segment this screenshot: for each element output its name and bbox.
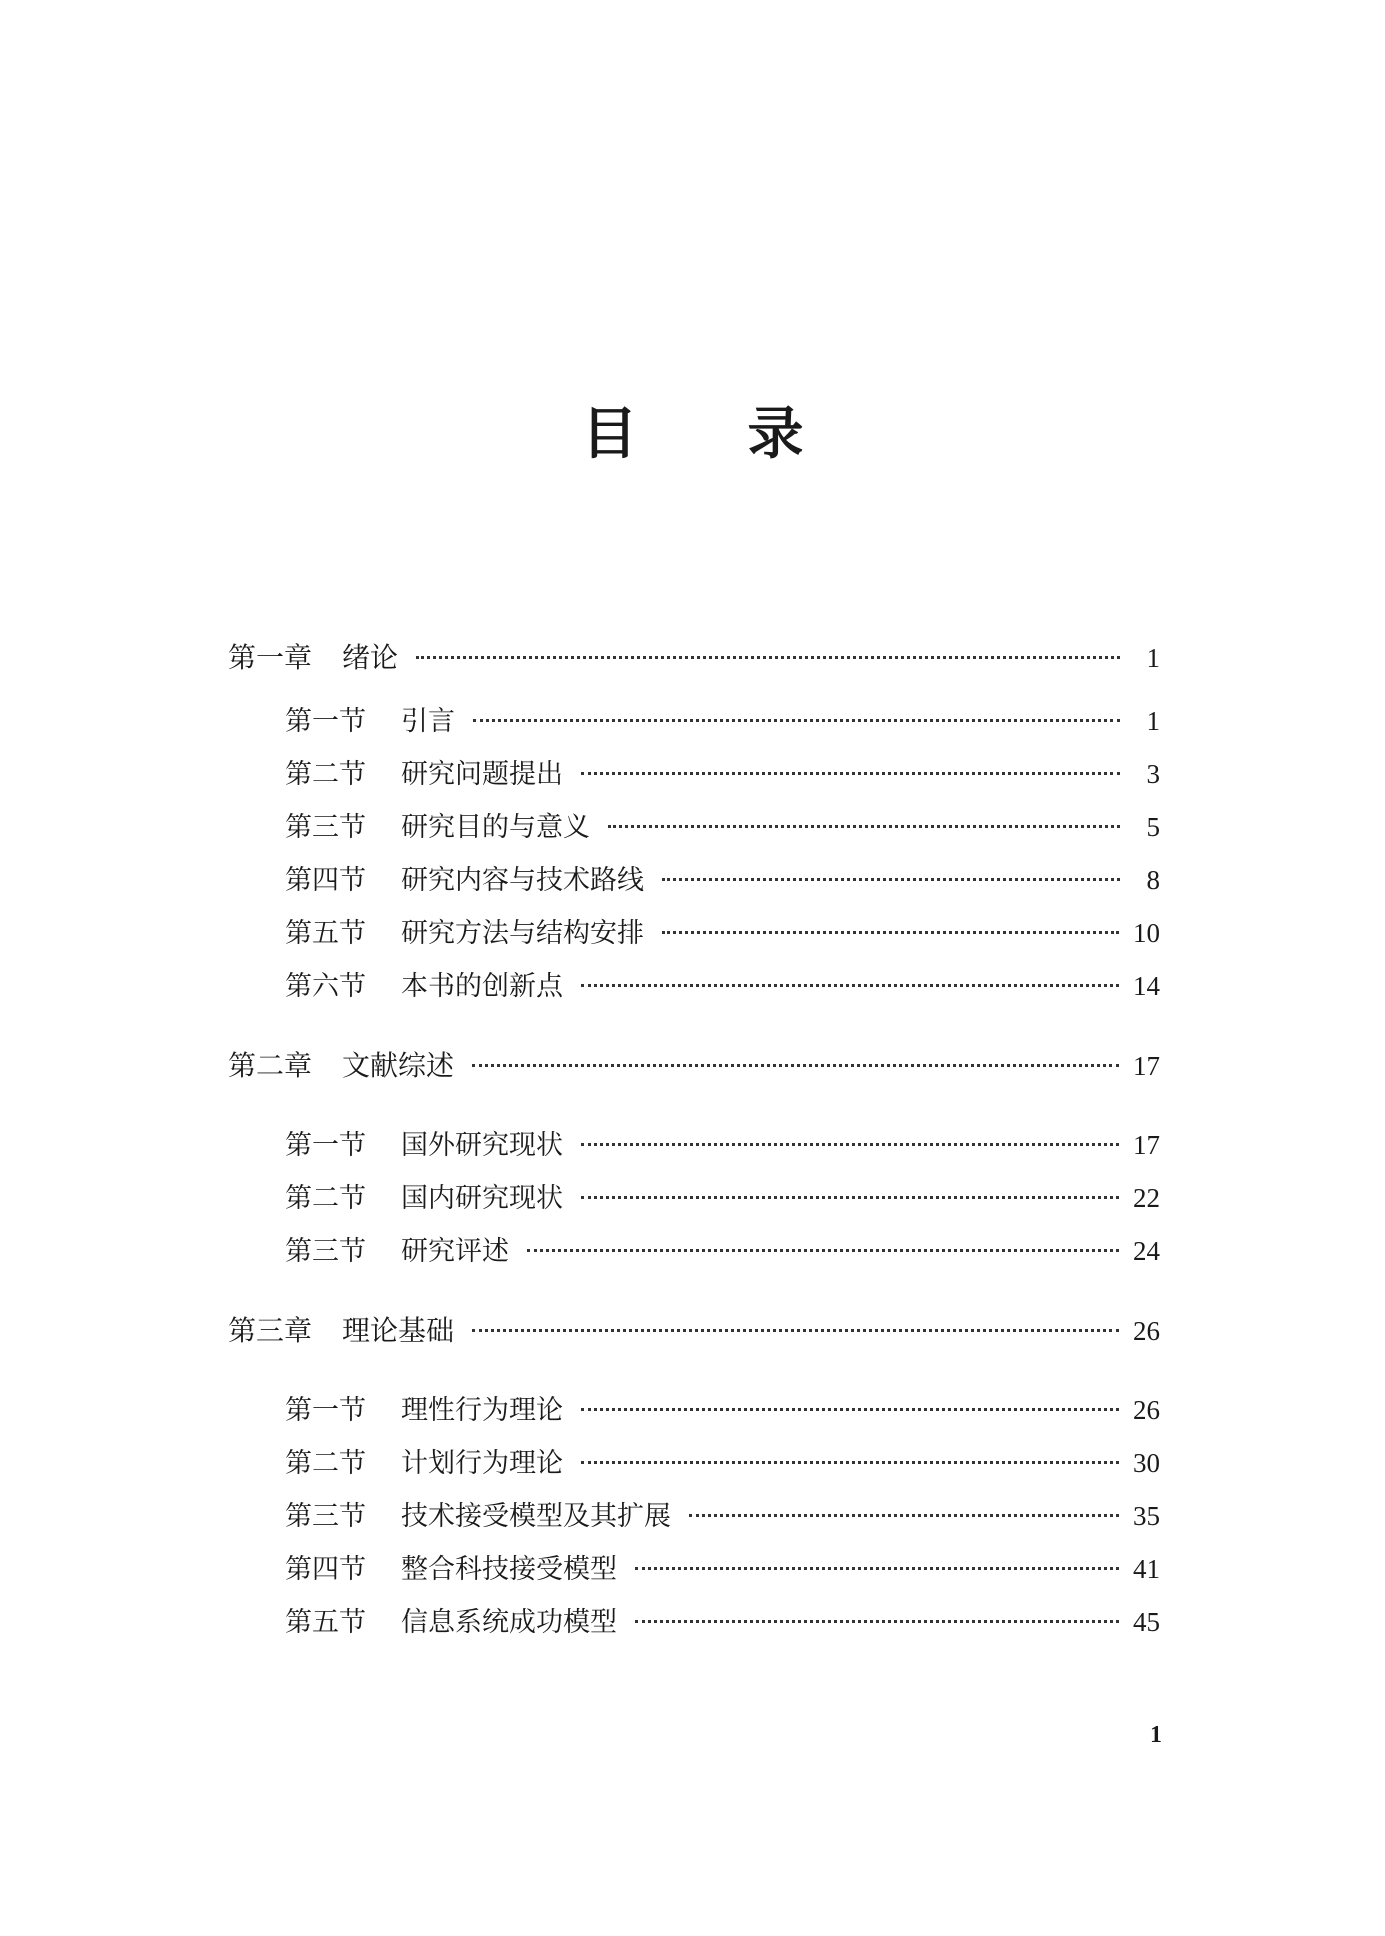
entry-page: 30 xyxy=(1133,1448,1160,1478)
dot-leader xyxy=(635,1567,1119,1570)
entry-page: 41 xyxy=(1133,1554,1160,1584)
toc-section[interactable] xyxy=(285,1127,1160,1163)
dot-leader xyxy=(473,719,1120,722)
entry-page: 45 xyxy=(1133,1607,1160,1637)
entry-title: 文献综述 xyxy=(342,1049,455,1082)
entry-title: 研究内容与技术路线 xyxy=(401,865,644,896)
toc-section[interactable] xyxy=(285,1180,1160,1216)
entry-title: 信息系统成功模型 xyxy=(401,1607,617,1638)
toc-section[interactable] xyxy=(285,1551,1160,1587)
entry-title: 国内研究现状 xyxy=(401,1183,563,1214)
entry-number: 第二章 xyxy=(228,1049,313,1082)
entry-title: 整合科技接受模型 xyxy=(401,1554,617,1585)
entry-page: 5 xyxy=(1146,812,1160,842)
page-title xyxy=(0,400,1385,470)
toc-section[interactable] xyxy=(285,1498,1160,1534)
entry-title: 研究方法与结构安排 xyxy=(401,918,644,949)
toc-section[interactable] xyxy=(285,915,1160,951)
entry-page: 24 xyxy=(1133,1236,1160,1266)
entry-number: 第四节 xyxy=(285,1554,366,1585)
entry-title: 研究评述 xyxy=(401,1236,509,1267)
entry-page: 17 xyxy=(1133,1051,1160,1081)
entry-page: 1 xyxy=(1146,643,1160,673)
dot-leader xyxy=(581,772,1120,775)
toc-section[interactable] xyxy=(285,1445,1160,1481)
entry-title: 本书的创新点 xyxy=(401,971,563,1002)
toc-section[interactable] xyxy=(285,1233,1160,1269)
entry-title: 绪论 xyxy=(342,641,399,674)
dot-leader xyxy=(416,656,1120,659)
page-number: 1 xyxy=(1150,1722,1162,1748)
entry-page: 1 xyxy=(1146,706,1160,736)
entry-title: 理性行为理论 xyxy=(401,1395,563,1426)
toc-chapter-1[interactable] xyxy=(228,640,1160,676)
entry-number: 第一节 xyxy=(285,1130,366,1161)
dot-leader xyxy=(581,984,1119,987)
dot-leader xyxy=(689,1514,1119,1517)
entry-number: 第一节 xyxy=(285,1395,366,1426)
toc-section[interactable] xyxy=(285,1392,1160,1428)
entry-title: 技术接受模型及其扩展 xyxy=(401,1501,671,1532)
entry-page: 10 xyxy=(1133,918,1160,948)
entry-page: 22 xyxy=(1133,1183,1160,1213)
entry-number: 第三章 xyxy=(228,1314,313,1347)
entry-page: 26 xyxy=(1133,1395,1160,1425)
dot-leader xyxy=(635,1620,1119,1623)
entry-title: 引言 xyxy=(401,706,455,737)
entry-number: 第五节 xyxy=(285,1607,366,1638)
entry-title: 计划行为理论 xyxy=(401,1448,563,1479)
entry-title: 研究问题提出 xyxy=(401,759,563,790)
dot-leader xyxy=(472,1329,1119,1332)
toc-section[interactable] xyxy=(285,809,1160,845)
entry-page: 3 xyxy=(1146,759,1160,789)
toc-section[interactable] xyxy=(285,703,1160,739)
toc-chapter-2[interactable] xyxy=(228,1048,1160,1084)
dot-leader xyxy=(581,1408,1119,1411)
dot-leader xyxy=(581,1196,1119,1199)
page-title-char-2: 录 xyxy=(747,402,914,467)
entry-title: 国外研究现状 xyxy=(401,1130,563,1161)
entry-number: 第二节 xyxy=(285,1448,366,1479)
entry-page: 8 xyxy=(1146,865,1160,895)
toc-section[interactable] xyxy=(285,968,1160,1004)
entry-number: 第二节 xyxy=(285,1183,366,1214)
dot-leader xyxy=(662,878,1120,881)
entry-page: 17 xyxy=(1133,1130,1160,1160)
toc-chapter-3[interactable] xyxy=(228,1313,1160,1349)
entry-number: 第三节 xyxy=(285,1236,366,1267)
page-title-char-1: 目 xyxy=(581,402,748,467)
entry-title: 理论基础 xyxy=(342,1314,455,1347)
entry-number: 第三节 xyxy=(285,812,366,843)
entry-number: 第一章 xyxy=(228,641,313,674)
entry-number: 第六节 xyxy=(285,971,366,1002)
entry-number: 第四节 xyxy=(285,865,366,896)
entry-number: 第二节 xyxy=(285,759,366,790)
dot-leader xyxy=(608,825,1120,828)
entry-page: 26 xyxy=(1133,1316,1160,1346)
dot-leader xyxy=(527,1249,1119,1252)
toc-section[interactable] xyxy=(285,862,1160,898)
toc-section[interactable] xyxy=(285,1604,1160,1640)
entry-title: 研究目的与意义 xyxy=(401,812,590,843)
dot-leader xyxy=(581,1461,1119,1464)
entry-number: 第五节 xyxy=(285,918,366,949)
entry-page: 35 xyxy=(1133,1501,1160,1531)
entry-page: 14 xyxy=(1133,971,1160,1001)
entry-number: 第一节 xyxy=(285,706,366,737)
dot-leader xyxy=(662,931,1119,934)
dot-leader xyxy=(472,1064,1119,1067)
entry-number: 第三节 xyxy=(285,1501,366,1532)
toc-section[interactable] xyxy=(285,756,1160,792)
dot-leader xyxy=(581,1143,1119,1146)
